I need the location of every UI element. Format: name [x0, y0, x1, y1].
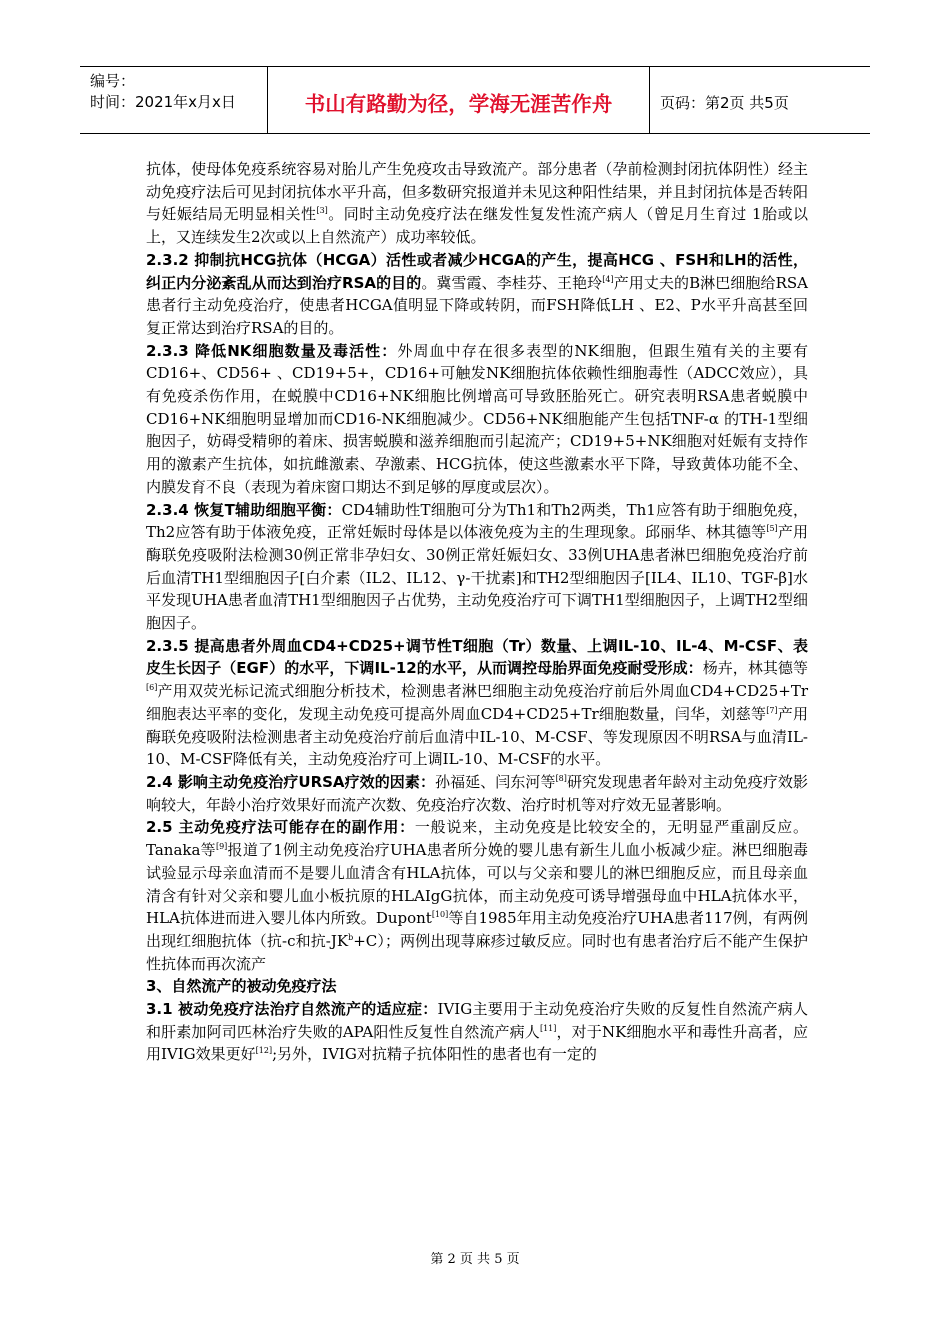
- citation: [8]: [555, 773, 567, 783]
- superscript: b: [348, 932, 354, 942]
- citation: [6]: [146, 683, 158, 693]
- section-2-3-5: 2.3.5 提高患者外周血CD4+CD25+调节性T细胞（Tr）数量、上调IL-10、IL-4、M-CSF、表皮生长因子（EGF）的水平，下调IL-12的水平，从而调控母胎界面免疫耐受形成：杨卉，林其德等[6]产用双荧光标记流式细胞分析技术，检测患者淋巴细胞主动免疫治疗前后外周血CD4+CD25+Tr细胞表达平率的变化，发现主动免疫可提高外周血CD4+CD25+Tr细胞数量，闫华，刘慈等[7]产用酶联免疫吸附法检测患者主动免疫治疗前后血清中IL-10、M-CSF、等发现原因不明RSA与血清IL-10、M-CSF降低有关，主动免疫治疗可上调IL-10、M-CSF的水平。: [146, 636, 808, 769]
- section-2-5: 2.5 主动免疫疗法可能存在的副作用：一般说来，主动免疫是比较安全的，无明显严重副反应。Tanaka等[9]报道了1例主动免疫治疗UHA患者所分娩的婴儿患有新生儿血小板减少症。淋巴细胞毒试验显示母亲血清而不是婴儿血清含有HLA抗体，可以与父亲和婴儿的淋巴细胞反应，而且母亲血清含有针对父亲和婴儿血小板抗原的HLAIgG抗体，而主动免疫可诱导增强母血中HLA抗体水平，HLA抗体进而进入婴儿体内所致。Dupont[10]等自1985年用主动免疫治疗UHA患者117例，有两例出现红细胞抗体（抗-c和抗$-JK^b+C$）；两例出现荨麻疹过敏反应。同时也有患者治疗后不能产生保护性抗体而再次流产: [146, 818, 809, 973]
- citation: [5]: [766, 524, 778, 534]
- citation: [12]: [255, 1046, 273, 1056]
- citation: [11]: [539, 1023, 557, 1033]
- page-header: [80, 66, 870, 134]
- section-heading: 2.3.5 提高患者外周血CD4+CD25+调节性T细胞（Tr）数量、上调IL-10、IL-4、M-CSF、表皮生长因子（EGF）的水平，下调IL-12的水平，从而调控母胎界面免疫耐受形成：: [146, 636, 808, 678]
- section-3-1: 3.1 被动免疫疗法治疗自然流产的适应症：IVIG主要用于主动免疫治疗失败的反复性自然流产病人和肝素加阿司匹林治疗失败的APA阳性反复性自然流产病人[11]，对于NK细胞水平和毒性升高者，应用IVIG效果更好[12];另外，IVIG对抗精子抗体阳性的患者也有一定的: [146, 1000, 809, 1064]
- header-motto: 书山有路勤为径，学海无涯苦作舟: [268, 67, 650, 133]
- section-heading: 2.3.2 抑制抗HCG抗体（HCGA）活性或者减少HCGA的产生，提高HCG 、FSH和LH的活性，纠正内分泌紊乱从而达到治疗RSA的目的: [146, 250, 808, 292]
- number-label: 编号：: [90, 72, 136, 90]
- section-heading: 2.4 影响主动免疫治疗URSA疗效的因素：: [146, 772, 436, 791]
- citation: [9]: [215, 842, 228, 852]
- section-3: [146, 975, 808, 998]
- citation: [7]: [766, 705, 778, 715]
- document-body: [146, 158, 808, 1066]
- section-heading: 3.1 被动免疫疗法治疗自然流产的适应症：: [146, 1000, 438, 1019]
- section-2-3-3: 2.3.3 降低NK细胞数量及毒活性：外周血中存在很多表型的NK细胞，但跟生殖有关的主要有CD16+、CD56+ 、CD19+5+，CD16+可触发NK细胞抗体依赖性细胞毒性（ADCC效应），具有免疫杀伤作用，在蜕膜中CD16+NK细胞比例增高可导致胚胎死亡。研究表明RSA患者蜕膜中CD16+NK细胞明显增加而CD16-NK细胞减少。CD56+NK细胞能产生包括TNF-α 的TH-1型细胞因子，妨碍受精卵的着床、损害蜕膜和滋养细胞而引起流产；CD19+5+NK细胞对妊娠有支持作用的激素产生抗体，如抗雌激素、孕激素、HCG抗体，使这些激素水平下降，导致黄体功能不全、内膜发育不良（表现为着床窗口期达不到足够的厚度或层次）。: [146, 341, 808, 496]
- header-meta: [80, 67, 268, 133]
- section-2-3-2: 2.3.2 抑制抗HCG抗体（HCGA）活性或者减少HCGA的产生，提高HCG 、FSH和LH的活性，纠正内分泌紊乱从而达到治疗RSA的目的。冀雪霞、李桂芬、王艳玲[4]产用丈夫的B淋巴细胞给RSA患者行主动免疫治疗，使患者HCGA值明显下降或转阴，而FSH降低LH 、E2、P水平升高甚至回复正常达到治疗RSA的目的。: [146, 250, 808, 337]
- section-2-4: 2.4 影响主动免疫治疗URSA疗效的因素：孙福延、闫东河等[8]研究发现患者年龄对主动免疫疗效影响较大，年龄小治疗效果好而流产次数、免疫治疗次数、治疗时机等对疗效无显著影响。: [146, 772, 808, 814]
- citation: [10]: [431, 910, 449, 920]
- section-heading: 2.3.3 降低NK细胞数量及毒活性：: [146, 341, 398, 360]
- section-heading: 2.5 主动免疫疗法可能存在的副作用：: [146, 818, 415, 837]
- time-label: 时间：2021年x月x日: [90, 93, 236, 111]
- section-heading: 3、自然流产的被动免疫疗法: [146, 977, 337, 996]
- header-page-label: 页码：第2页 共5页: [660, 93, 789, 112]
- page-footer: 第 2 页 共 5 页: [430, 1252, 520, 1267]
- citation: [3]: [316, 206, 328, 216]
- paragraph: 抗体，使母体免疫系统容易对胎儿产生免疫攻击导致流产。部分患者（孕前检测封闭抗体阴性）经主动免疫疗法后可见封闭抗体水平升高，但多数研究报道并未见这种阳性结果，并且封闭抗体是否转阳与妊娠结局无明显相关性[3]。同时主动免疫疗法在继发性复发性流产病人（曾足月生育过 1胎或以上，又连续发生2次或以上自然流产）成功率较低。: [146, 160, 808, 247]
- citation: [4]: [602, 274, 614, 284]
- section-2-3-4: 2.3.4 恢复T辅助细胞平衡：CD4辅助性T细胞可分为Th1和Th2两类，Th1应答有助于细胞免疫，Th2应答有助于体液免疫，正常妊娠时母体是以体液免疫为主的生理现象。邱丽华、林其德等[5]产用酶联免疫吸附法检测30例正常非孕妇女、30例正常妊娠妇女、33例UHA患者淋巴细胞免疫治疗前后血清TH1型细胞因子[白介素（IL2、IL12、γ-干扰素]和TH2型细胞因子[IL4、IL10、TGF-β]水平发现UHA患者血清TH1型细胞因子占优势，主动免疫治疗可下调TH1型细胞因子，上调TH2型细胞因子。: [146, 500, 808, 633]
- section-heading: 2.3.4 恢复T辅助细胞平衡：: [146, 500, 342, 519]
